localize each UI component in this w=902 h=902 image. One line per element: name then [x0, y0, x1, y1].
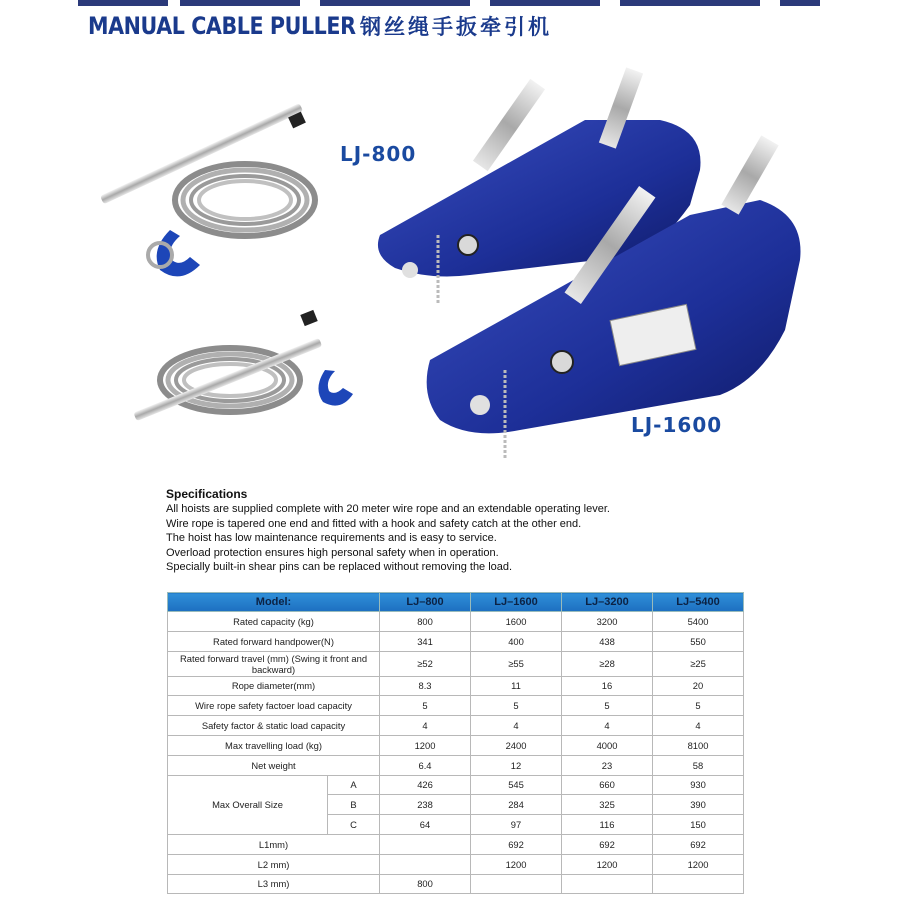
title-english: MANUAL CABLE PULLER — [88, 12, 356, 40]
row-label: Net weight — [168, 755, 380, 775]
cell: ≥52 — [380, 651, 471, 676]
table-row — [168, 651, 744, 676]
row-label: Max travelling load (kg) — [168, 735, 380, 755]
cell: ≥28 — [562, 651, 653, 676]
sub-label: C — [328, 815, 380, 835]
header-lj-3200: LJ–3200 — [562, 593, 653, 612]
table-header-row — [168, 593, 744, 612]
table-row — [168, 631, 744, 651]
cell: 2400 — [471, 735, 562, 755]
spec-line: Overload protection ensures high personal safety when in operation. — [166, 546, 499, 559]
cell: 341 — [380, 631, 471, 651]
cell: 5 — [380, 696, 471, 716]
cell: 4 — [380, 716, 471, 736]
row-label: L1mm) — [168, 834, 380, 854]
cell: 97 — [471, 815, 562, 835]
table-row — [168, 676, 744, 696]
cell: ≥55 — [471, 651, 562, 676]
cell — [653, 874, 744, 894]
spec-line: Wire rope is tapered one end and fitted with a hook and safety catch at the other end. — [166, 517, 582, 530]
lj-800-label: LJ-800 — [340, 142, 417, 166]
cell: 3200 — [562, 612, 653, 632]
cell: 5 — [471, 696, 562, 716]
table-row — [168, 755, 744, 775]
cell: 284 — [471, 795, 562, 815]
spec-line: The hoist has low maintenance requirements and is easy to service. — [166, 532, 497, 545]
specifications-section — [166, 486, 746, 575]
cell: 58 — [653, 755, 744, 775]
table-row — [168, 854, 744, 874]
cell: 8.3 — [380, 676, 471, 696]
cell: 390 — [653, 795, 744, 815]
row-label: L2 mm) — [168, 854, 380, 874]
cell: 12 — [471, 755, 562, 775]
row-label: Rated forward handpower(N) — [168, 631, 380, 651]
table-row — [168, 735, 744, 755]
title-chinese: 钢丝绳手扳牵引机 — [360, 15, 552, 39]
cell: 20 — [653, 676, 744, 696]
sub-label: B — [328, 795, 380, 815]
cell: 8100 — [653, 735, 744, 755]
wire-rope-coil-icon — [100, 103, 315, 276]
row-label: L3 mm) — [168, 874, 380, 894]
cell: 4 — [471, 716, 562, 736]
cell: 116 — [562, 815, 653, 835]
cell: 5400 — [653, 612, 744, 632]
sub-label: A — [328, 775, 380, 795]
table-row — [168, 612, 744, 632]
cell: 1200 — [380, 735, 471, 755]
cell: 23 — [562, 755, 653, 775]
lj-1600-label: LJ-1600 — [631, 413, 723, 437]
cell: 6.4 — [380, 755, 471, 775]
cell: 426 — [380, 775, 471, 795]
cell — [380, 854, 471, 874]
table-row — [168, 874, 744, 894]
cell: 692 — [471, 834, 562, 854]
cell: 5 — [562, 696, 653, 716]
cell: 692 — [562, 834, 653, 854]
row-label: Wire rope safety factoer load capacity — [168, 696, 380, 716]
cell: 800 — [380, 612, 471, 632]
cell: ≥25 — [653, 651, 744, 676]
cell: 800 — [380, 874, 471, 894]
cell: 5 — [653, 696, 744, 716]
spec-line: Specially built-in shear pins can be replaced without removing the load. — [166, 561, 513, 574]
cell: 438 — [562, 631, 653, 651]
spec-line: All hoists are supplied complete with 20 meter wire rope and an extendable operating lever. — [166, 503, 610, 515]
cell — [562, 874, 653, 894]
cell: 4 — [562, 716, 653, 736]
header-lj-800: LJ–800 — [380, 593, 471, 612]
cell: 1200 — [653, 854, 744, 874]
table-row — [168, 834, 744, 854]
cell: 1200 — [562, 854, 653, 874]
row-label: Rope diameter(mm) — [168, 676, 380, 696]
table-row — [168, 716, 744, 736]
cell: 16 — [562, 676, 653, 696]
row-label: Rated forward travel (mm) (Swing it front and backward) — [168, 651, 380, 676]
spec-table — [167, 592, 744, 894]
cell: 692 — [653, 834, 744, 854]
cell — [380, 834, 471, 854]
cell: 4 — [653, 716, 744, 736]
cell: 11 — [471, 676, 562, 696]
row-label: Rated capacity (kg) — [168, 612, 380, 632]
cell: 1200 — [471, 854, 562, 874]
table-row — [168, 696, 744, 716]
cell: 545 — [471, 775, 562, 795]
row-label-overall-size: Max Overall Size — [168, 775, 328, 834]
row-label: Safety factor & static load capacity — [168, 716, 380, 736]
cell: 660 — [562, 775, 653, 795]
header-lj-5400: LJ–5400 — [653, 593, 744, 612]
cell: 4000 — [562, 735, 653, 755]
cell: 64 — [380, 815, 471, 835]
header-model: Model: — [168, 593, 380, 612]
cell: 238 — [380, 795, 471, 815]
cell: 1600 — [471, 612, 562, 632]
cell: 325 — [562, 795, 653, 815]
cell: 550 — [653, 631, 744, 651]
specifications-heading: Specifications — [166, 487, 248, 501]
cell — [471, 874, 562, 894]
cell: 400 — [471, 631, 562, 651]
wire-rope-coil-icon — [133, 310, 353, 421]
table-row — [168, 775, 744, 795]
cell: 930 — [653, 775, 744, 795]
cell: 150 — [653, 815, 744, 835]
header-lj-1600: LJ–1600 — [471, 593, 562, 612]
